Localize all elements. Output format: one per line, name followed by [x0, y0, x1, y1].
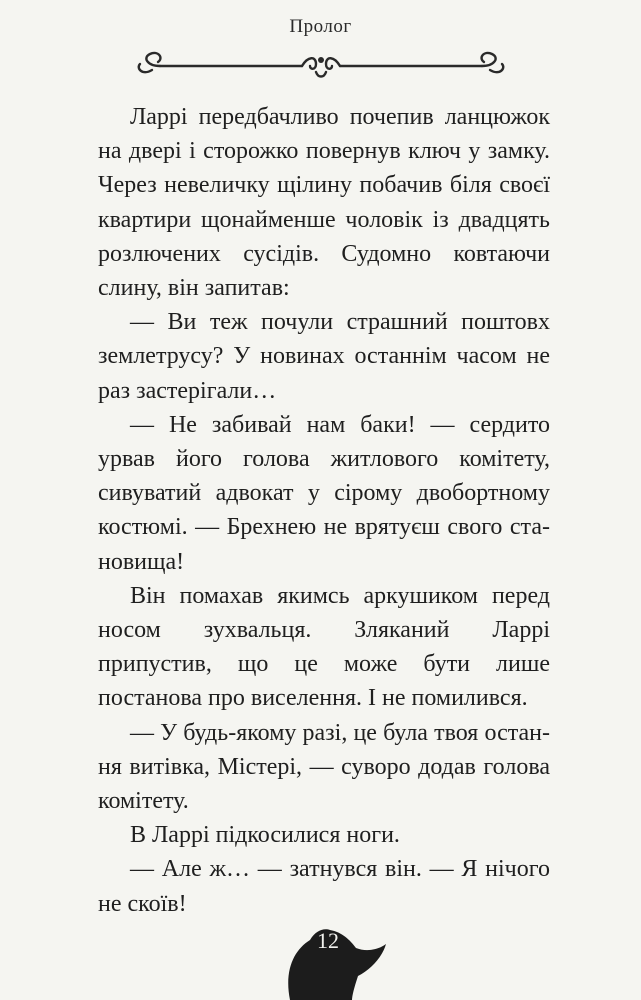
paragraph: — Але ж… — затнувся він. — Я нічого не скоїв! [98, 856, 550, 917]
paragraph: Ларрі передбачливо почепив ланцюжок на двері і сторожко повернув ключ у замку. Через невеличку щілину побачив біля своєї квартири щонайменше чоловік із двадцять розлючених сусідів. Судомно ковтаючи слину, він запитав: [98, 104, 550, 302]
paragraph: — Ви теж почули страшний поштовх землетрусу? У новинах останнім часом не раз застерігали… [98, 309, 550, 404]
paragraph: — У будь-якому разі, це була твоя остання витівка, Містері, — суворо додав голова комітету. [98, 719, 550, 815]
page-number: 12 [317, 928, 339, 953]
running-title: Пролог [289, 16, 352, 37]
flourish-divider-icon [130, 46, 512, 86]
body-text [98, 100, 550, 921]
paragraph: Він помахав якимсь аркушиком перед носом зухвальця. Зляканий Ларрі припустив, що це може бути лише постанова про виселення. І не помилився. [98, 582, 550, 712]
paragraph: В Ларрі підкосилися ноги. [130, 822, 400, 849]
paragraph: — Не забивай нам баки! — сердито урвав його голова житлового комітету, сивуватий адвокат у сірому двобортному костюмі. — Брехнею не врятуєш свого становища! [98, 411, 550, 575]
